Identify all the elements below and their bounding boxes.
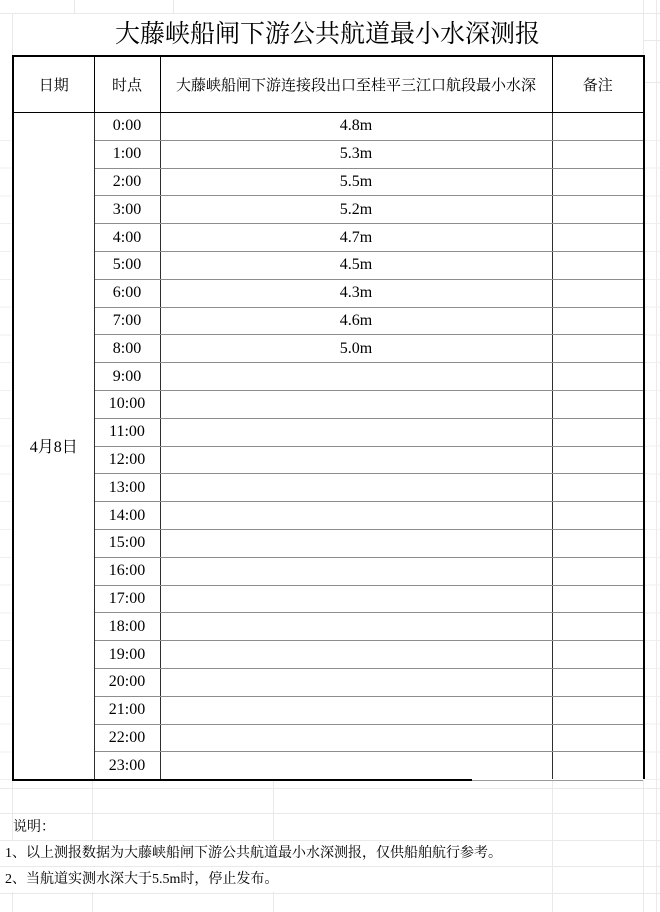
depth-cell: 4.6m xyxy=(160,307,552,335)
depth-cell: 5.5m xyxy=(160,168,552,196)
table-header-row xyxy=(13,56,644,113)
remark-cell xyxy=(552,752,644,779)
remark-cell xyxy=(552,613,644,641)
note-item: 2、当航道实测水深大于5.5m时，停止发布。 xyxy=(5,867,282,892)
depth-cell: 5.2m xyxy=(160,196,552,224)
depth-cell: 4.5m xyxy=(160,251,552,279)
table-row xyxy=(13,390,644,418)
report-table xyxy=(12,55,645,780)
depth-cell xyxy=(160,752,552,779)
table-row xyxy=(13,529,644,557)
remark-cell xyxy=(552,418,644,446)
depth-cell xyxy=(160,474,552,502)
time-cell: 12:00 xyxy=(94,446,160,474)
depth-cell xyxy=(160,557,552,585)
remark-cell xyxy=(552,724,644,752)
depth-cell xyxy=(160,641,552,669)
remark-cell xyxy=(552,502,644,530)
table-row xyxy=(13,307,644,335)
table-row xyxy=(13,668,644,696)
page-title: 大藤峡船闸下游公共航道最小水深测报 xyxy=(114,20,540,48)
remark-cell xyxy=(552,363,644,391)
remark-cell xyxy=(552,557,644,585)
remark-cell xyxy=(552,279,644,307)
depth-cell: 4.8m xyxy=(160,113,552,141)
depth-cell: 5.0m xyxy=(160,335,552,363)
remark-cell xyxy=(552,168,644,196)
time-cell: 9:00 xyxy=(94,363,160,391)
depth-cell: 4.3m xyxy=(160,279,552,307)
table-row xyxy=(13,251,644,279)
time-cell: 5:00 xyxy=(94,251,160,279)
table-row xyxy=(13,196,644,224)
remark-cell xyxy=(552,668,644,696)
table-bottom-border-dark xyxy=(12,779,472,781)
remark-cell xyxy=(552,140,644,168)
header-remark: 备注 xyxy=(552,56,644,113)
time-cell: 19:00 xyxy=(94,641,160,669)
remark-cell xyxy=(552,696,644,724)
remark-cell xyxy=(552,585,644,613)
depth-cell xyxy=(160,390,552,418)
time-cell: 16:00 xyxy=(94,557,160,585)
time-cell: 0:00 xyxy=(94,113,160,141)
header-time: 时点 xyxy=(94,56,160,113)
time-cell: 6:00 xyxy=(94,279,160,307)
remark-cell xyxy=(552,641,644,669)
remark-cell xyxy=(552,224,644,252)
time-cell: 3:00 xyxy=(94,196,160,224)
table-row xyxy=(13,224,644,252)
remark-cell xyxy=(552,196,644,224)
depth-cell xyxy=(160,418,552,446)
time-cell: 14:00 xyxy=(94,502,160,530)
remark-cell xyxy=(552,307,644,335)
notes-heading: 说明： xyxy=(13,815,59,840)
depth-cell xyxy=(160,613,552,641)
depth-cell xyxy=(160,446,552,474)
table-row xyxy=(13,418,644,446)
remark-cell xyxy=(552,113,644,141)
time-cell: 15:00 xyxy=(94,529,160,557)
table-row xyxy=(13,335,644,363)
remark-cell xyxy=(552,251,644,279)
time-cell: 17:00 xyxy=(94,585,160,613)
depth-cell: 4.7m xyxy=(160,224,552,252)
table-row xyxy=(13,502,644,530)
depth-cell xyxy=(160,502,552,530)
table-row xyxy=(13,446,644,474)
time-cell: 7:00 xyxy=(94,307,160,335)
date-cell: 4月8日 xyxy=(13,113,94,780)
time-cell: 20:00 xyxy=(94,668,160,696)
remark-cell xyxy=(552,529,644,557)
time-cell: 18:00 xyxy=(94,613,160,641)
note-item: 1、以上测报数据为大藤峡船闸下游公共航道最小水深测报，仅供船舶航行参考。 xyxy=(5,841,506,866)
time-cell: 11:00 xyxy=(94,418,160,446)
time-cell: 1:00 xyxy=(94,140,160,168)
time-cell: 2:00 xyxy=(94,168,160,196)
table-row xyxy=(13,168,644,196)
table-row xyxy=(13,363,644,391)
depth-cell xyxy=(160,363,552,391)
time-cell: 23:00 xyxy=(94,752,160,779)
depth-cell xyxy=(160,668,552,696)
header-date: 日期 xyxy=(13,56,94,113)
table-row xyxy=(13,752,644,779)
depth-cell xyxy=(160,529,552,557)
table-row xyxy=(13,724,644,752)
table-row xyxy=(13,696,644,724)
time-cell: 22:00 xyxy=(94,724,160,752)
depth-cell xyxy=(160,696,552,724)
table-row xyxy=(13,613,644,641)
time-cell: 4:00 xyxy=(94,224,160,252)
table-bottom-border-light xyxy=(472,780,643,781)
remark-cell xyxy=(552,335,644,363)
remark-cell xyxy=(552,446,644,474)
table-row xyxy=(13,557,644,585)
depth-cell xyxy=(160,585,552,613)
table-row xyxy=(13,279,644,307)
time-cell: 13:00 xyxy=(94,474,160,502)
remark-cell xyxy=(552,474,644,502)
table-row xyxy=(13,474,644,502)
time-cell: 10:00 xyxy=(94,390,160,418)
depth-cell xyxy=(160,724,552,752)
header-depth: 大藤峡船闸下游连接段出口至桂平三江口航段最小水深 xyxy=(160,56,552,113)
table-row xyxy=(13,113,644,141)
time-cell: 8:00 xyxy=(94,335,160,363)
depth-cell: 5.3m xyxy=(160,140,552,168)
table-row xyxy=(13,641,644,669)
table-row xyxy=(13,140,644,168)
time-cell: 21:00 xyxy=(94,696,160,724)
remark-cell xyxy=(552,390,644,418)
table-row xyxy=(13,585,644,613)
